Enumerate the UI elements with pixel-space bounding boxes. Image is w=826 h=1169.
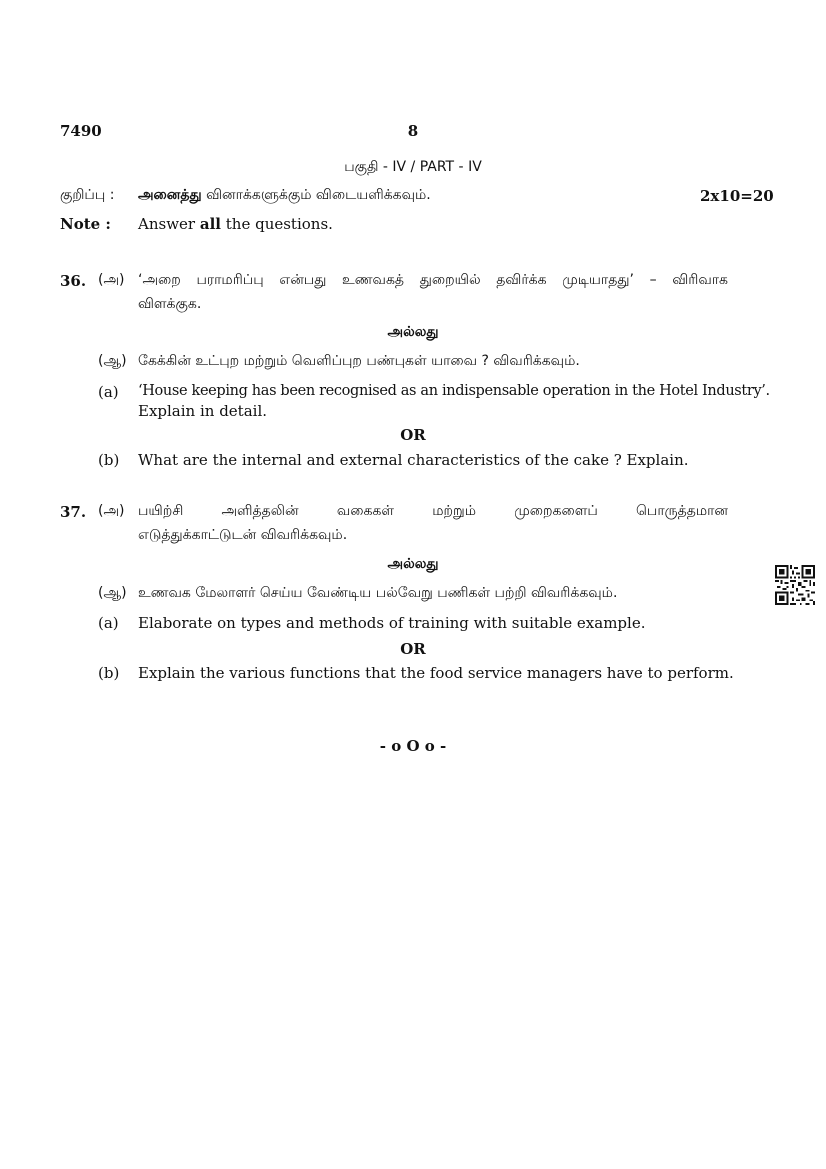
- marks-label: 2x10=20: [700, 187, 774, 205]
- or-ta: அல்லது: [387, 324, 439, 340]
- question-text-ta: விளக்குக.: [138, 296, 202, 312]
- question-text-ta: கேக்கின் உட்புற மற்றும் வெளிப்புற பண்புகள் யாவை ? விவரிக்கவும்.: [138, 353, 580, 369]
- qr-code-icon: [775, 565, 815, 605]
- or-en: OR: [400, 426, 426, 444]
- question-text-en: What are the internal and external characteristics of the cake ? Explain.: [138, 451, 689, 469]
- note-en-before: Answer: [138, 215, 196, 233]
- question-text-en: Explain in detail.: [138, 402, 268, 420]
- question-text-ta: ‘அறை பராமரிப்பு என்பது உணவகத் துறையில் தவிர்க்க முடியாதது’ – விரிவாக: [138, 272, 728, 288]
- question-number: 37.: [60, 503, 87, 521]
- page-number: 8: [407, 122, 419, 140]
- question-number: 36.: [60, 272, 87, 290]
- note-en-text: [138, 215, 333, 233]
- option-marker: (ஆ): [98, 353, 127, 369]
- or-ta: அல்லது: [387, 556, 439, 572]
- end-mark: - o O o -: [379, 737, 447, 755]
- option-marker: (அ): [98, 503, 125, 519]
- note-en-label: Note :: [60, 215, 111, 233]
- option-marker: (a): [98, 614, 119, 632]
- option-marker: (a): [98, 383, 119, 401]
- option-marker: (b): [98, 451, 120, 469]
- or-en: OR: [400, 640, 426, 658]
- question-text-ta: உணவக மேலாளர் செய்ய வேண்டிய பல்வேறு பணிகள் பற்றி விவரிக்கவும்.: [138, 585, 618, 601]
- part-title: [0, 157, 826, 177]
- note-ta-text: [138, 187, 431, 205]
- question-text-en: ‘House keeping has been recognised as an indispensable operation in the Hotel Industry’.: [138, 383, 770, 399]
- question-text-en: Explain the various functions that the food service managers have to perform.: [138, 664, 734, 682]
- option-marker: (b): [98, 664, 120, 682]
- note-ta-label: குறிப்பு :: [60, 187, 115, 203]
- question-text-en: Elaborate on types and methods of training with suitable example.: [138, 614, 646, 632]
- note-en-after: the questions.: [225, 215, 333, 233]
- option-marker: (ஆ): [98, 585, 127, 601]
- note-en-bold: all: [199, 215, 221, 233]
- question-text-ta: எடுத்துக்காட்டுடன் விவரிக்கவும்.: [138, 527, 348, 543]
- note-ta-rest: வினாக்களுக்கும் விடையளிக்கவும்.: [206, 187, 431, 203]
- option-marker: (அ): [98, 272, 125, 288]
- question-text-ta: பயிற்சி அளித்தலின் வகைகள் மற்றும் முறைகளைப் பொருத்தமான: [138, 503, 728, 519]
- part-title-text: பகுதி - IV / PART - IV: [344, 159, 482, 175]
- note-ta-bold: அனைத்து: [138, 187, 202, 203]
- paper-code: 7490: [60, 122, 102, 140]
